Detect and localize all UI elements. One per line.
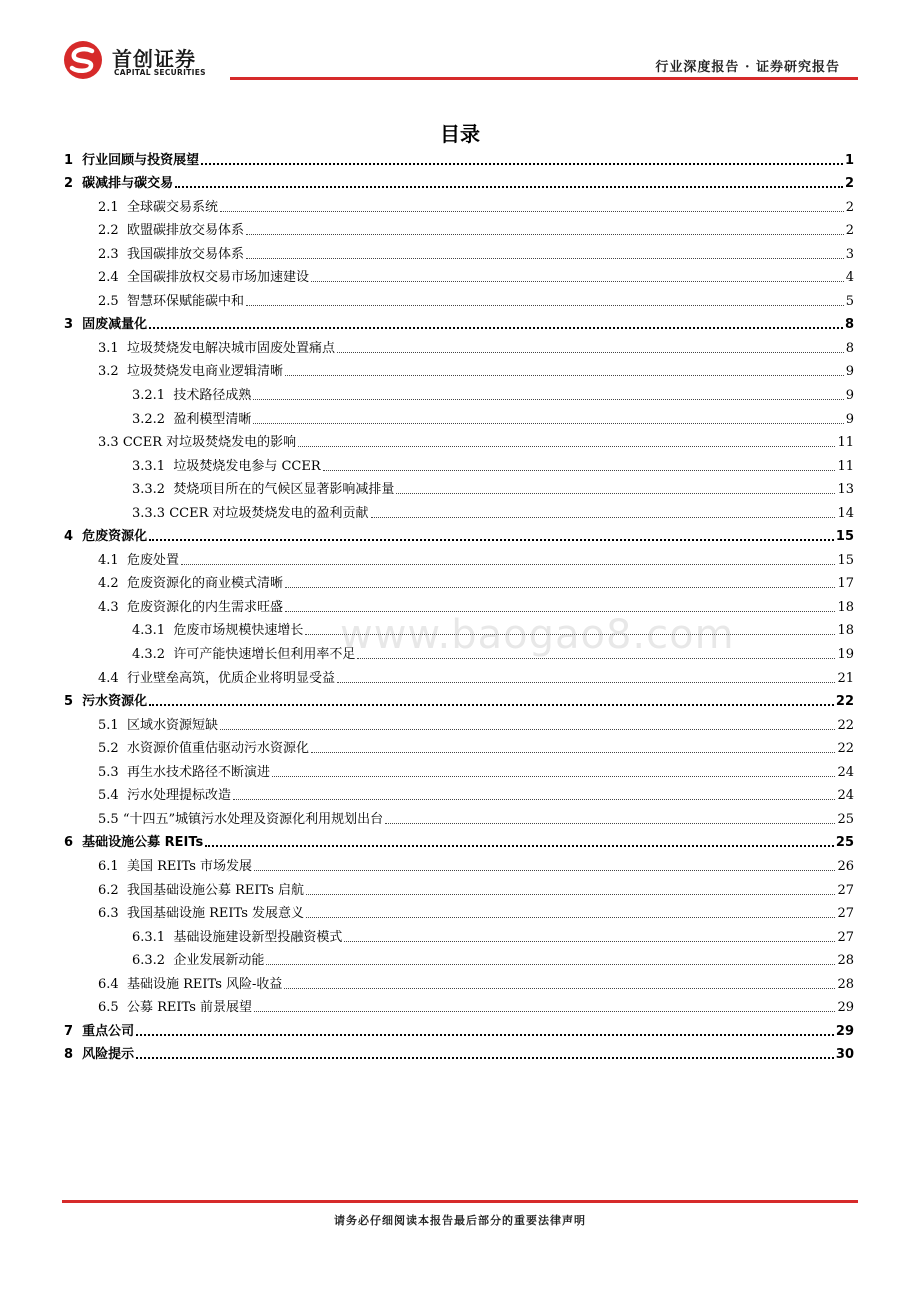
toc-entry-number: 3.2	[98, 364, 127, 380]
toc-entry-page: 28	[837, 976, 854, 992]
toc-entry-page: 14	[837, 505, 854, 521]
toc-entry-label: 垃圾焚烧发电商业逻辑清晰	[126, 364, 283, 380]
toc-dot-leader	[246, 234, 844, 235]
toc-entry-label: 我国基础设施公募 REITs 启航	[126, 882, 305, 898]
toc-entry[interactable]	[64, 1016, 854, 1040]
toc-entry-page: 1	[844, 152, 854, 168]
toc-entry-number: 3.3	[98, 435, 123, 451]
toc-entry[interactable]	[64, 828, 854, 852]
toc-dot-leader	[253, 423, 843, 424]
toc-entry-page: 27	[837, 906, 854, 922]
report-type: 行业深度报告 · 证券研究报告	[655, 60, 840, 75]
toc-entry-page: 11	[837, 435, 854, 451]
toc-entry-page: 25	[837, 811, 854, 827]
toc-entry-page: 8	[844, 317, 854, 333]
toc-entry-label: 美国 REITs 市场发展	[126, 858, 253, 874]
toc-entry-page: 28	[837, 953, 854, 969]
toc-entry-page: 22	[837, 741, 854, 757]
toc-entry-page: 2	[844, 176, 854, 192]
toc-entry-number: 5.4	[98, 788, 127, 804]
toc-entry-label: 公募 REITs 前景展望	[126, 1000, 253, 1016]
toc-dot-leader	[357, 658, 835, 659]
toc-dot-leader	[181, 564, 835, 565]
toc-dot-leader	[233, 799, 835, 800]
toc-entry-page: 18	[837, 599, 854, 615]
toc-entry-number: 2.4	[98, 270, 127, 286]
toc-entry-label: 垃圾焚烧发电参与 CCER	[173, 458, 321, 474]
toc-dot-leader	[253, 399, 843, 400]
toc-entry-number: 4.3	[98, 599, 127, 615]
toc-entry-label: CCER 对垃圾焚烧发电的影响	[122, 435, 297, 451]
toc-entry-page: 25	[835, 835, 854, 851]
toc-entry-number: 3.2.1	[132, 388, 174, 404]
toc-entry-number: 3.3.2	[132, 482, 174, 498]
toc-entry[interactable]	[64, 239, 854, 263]
toc-entry-label: 区域水资源短缺	[126, 717, 218, 733]
toc-entry[interactable]	[64, 169, 854, 193]
toc-dot-leader	[254, 870, 835, 871]
toc-entry-label: 企业发展新动能	[173, 953, 265, 969]
toc-entry[interactable]	[64, 286, 854, 310]
toc-dot-leader	[246, 258, 844, 259]
toc-entry[interactable]	[64, 875, 854, 899]
page-header	[62, 40, 858, 82]
toc-entry-number: 5.2	[98, 741, 127, 757]
toc-entry-page: 2	[845, 223, 854, 239]
toc-entry[interactable]	[64, 451, 854, 475]
toc-entry-number: 3.3.3	[132, 505, 170, 521]
toc-dot-leader	[311, 752, 835, 753]
toc-dot-leader	[149, 327, 843, 329]
toc-entry-number: 6.4	[98, 976, 127, 992]
toc-entry-number: 5.1	[98, 717, 127, 733]
toc-entry-page: 11	[837, 458, 854, 474]
toc-entry[interactable]	[64, 757, 854, 781]
toc-title: 目录	[440, 122, 480, 146]
toc-entry-page: 15	[837, 552, 854, 568]
legal-disclaimer: 请务必仔细阅读本报告最后部分的重要法律声明	[334, 1214, 586, 1227]
toc-dot-leader	[136, 1057, 834, 1059]
toc-dot-leader	[306, 894, 835, 895]
toc-entry-page: 22	[835, 694, 854, 710]
capital-securities-logo-icon	[62, 40, 104, 80]
toc-entry-label: 全球碳交易系统	[126, 199, 218, 215]
toc-entry-page: 15	[835, 529, 854, 545]
toc-entry[interactable]	[64, 428, 854, 452]
header-divider	[230, 77, 858, 80]
toc-dot-leader	[371, 517, 836, 518]
toc-entry-page: 30	[835, 1047, 854, 1063]
toc-dot-leader	[337, 682, 835, 683]
toc-entry-number: 4.2	[98, 576, 127, 592]
toc-entry[interactable]	[64, 263, 854, 287]
toc-dot-leader	[344, 941, 835, 942]
toc-entry-number: 6.1	[98, 858, 127, 874]
toc-dot-leader	[254, 1011, 835, 1012]
toc-entry-page: 3	[845, 246, 854, 262]
brand-name-cn: 首创证券	[112, 47, 196, 71]
toc-entry[interactable]	[64, 946, 854, 970]
toc-entry-number: 1	[64, 152, 83, 168]
toc-entry-number: 4.3.2	[132, 647, 174, 663]
toc-entry-label: 基础设施 REITs 风险-收益	[126, 976, 283, 992]
toc-entry-number: 6.2	[98, 882, 127, 898]
toc-entry[interactable]	[64, 922, 854, 946]
toc-entry-number: 8	[64, 1047, 83, 1063]
toc-entry-label: 危废处置	[126, 552, 179, 568]
toc-entry-page: 9	[845, 364, 854, 380]
toc-dot-leader	[205, 845, 834, 847]
toc-entry-label: 我国基础设施 REITs 发展意义	[126, 906, 305, 922]
toc-dot-leader	[385, 823, 835, 824]
toc-entry[interactable]	[64, 545, 854, 569]
toc-dot-leader	[175, 186, 843, 188]
toc-dot-leader	[285, 375, 844, 376]
watermark: www.baogao8.com	[340, 612, 735, 658]
toc-entry-page: 2	[845, 199, 854, 215]
toc-entry-label: 盈利模型清晰	[173, 411, 252, 427]
toc-entry[interactable]	[64, 333, 854, 357]
toc-entry-page: 4	[845, 270, 854, 286]
toc-entry[interactable]	[64, 1040, 854, 1064]
toc-entry-page: 18	[837, 623, 854, 639]
toc-entry-number: 4.1	[98, 552, 127, 568]
toc-entry-label: 技术路径成熟	[173, 388, 252, 404]
toc-dot-leader	[323, 470, 836, 471]
toc-entry[interactable]	[64, 710, 854, 734]
toc-entry-page: 19	[837, 647, 854, 663]
toc-entry-page: 8	[845, 340, 854, 356]
toc-entry-number: 3.2.2	[132, 411, 174, 427]
toc-entry-label: 固废减量化	[82, 317, 148, 333]
toc-entry-number: 2	[64, 176, 83, 192]
toc-entry[interactable]	[64, 781, 854, 805]
toc-entry-number: 2.5	[98, 293, 127, 309]
toc-entry-label: CCER 对垃圾焚烧发电的盈利贡献	[169, 505, 369, 521]
toc-entry-label: 焚烧项目所在的气候区显著影响减排量	[173, 482, 395, 498]
toc-entry-page: 27	[837, 882, 854, 898]
toc-entry-label: 欧盟碳排放交易体系	[126, 223, 244, 239]
toc-entry-number: 4	[64, 529, 83, 545]
toc-entry-label: 风险提示	[82, 1047, 135, 1063]
toc-entry-page: 27	[837, 929, 854, 945]
toc-entry[interactable]	[64, 687, 854, 711]
toc-entry-page: 29	[837, 1000, 854, 1016]
brand-name-en: CAPITAL SECURITIES	[114, 68, 206, 77]
toc-entry-label: 智慧环保赋能碳中和	[126, 293, 244, 309]
toc-entry-label: 我国碳排放交易体系	[126, 246, 244, 262]
toc-entry-label: 基础设施建设新型投融资模式	[173, 929, 343, 945]
toc-entry-page: 29	[835, 1023, 854, 1039]
toc-entry-number: 6.3.2	[132, 953, 174, 969]
toc-entry-number: 5	[64, 694, 83, 710]
toc-entry-number: 7	[64, 1023, 83, 1039]
toc-entry-page: 9	[845, 411, 854, 427]
toc-entry[interactable]	[64, 993, 854, 1017]
toc-entry[interactable]	[64, 475, 854, 499]
toc-entry-label: 全国碳排放权交易市场加速建设	[126, 270, 309, 286]
toc-entry-label: 碳减排与碳交易	[82, 176, 174, 192]
toc-entry-label: 危废市场规模快速增长	[173, 623, 304, 639]
toc-entry[interactable]	[64, 498, 854, 522]
toc-entry[interactable]	[64, 380, 854, 404]
toc-entry[interactable]	[64, 310, 854, 334]
toc-entry-page: 9	[845, 388, 854, 404]
toc-entry-page: 5	[845, 293, 854, 309]
toc-entry[interactable]	[64, 899, 854, 923]
toc-dot-leader	[311, 281, 844, 282]
toc-entry[interactable]	[64, 522, 854, 546]
toc-entry-number: 3.1	[98, 340, 127, 356]
toc-entry-label: 行业壁垒高筑，优质企业将明显受益	[126, 670, 335, 686]
toc-entry-label: 危废资源化的内生需求旺盛	[126, 599, 283, 615]
toc-dot-leader	[298, 446, 835, 447]
toc-entry-label: 水资源价值重估驱动污水资源化	[126, 741, 309, 757]
toc-entry-label: 危废资源化	[82, 529, 148, 545]
toc-entry[interactable]	[64, 969, 854, 993]
toc-entry[interactable]	[64, 404, 854, 428]
toc-entry[interactable]	[64, 851, 854, 875]
toc-entry-label: 垃圾焚烧发电解决城市固废处置痛点	[126, 340, 335, 356]
toc-entry-label: 许可产能快速增长但利用率不足	[173, 647, 356, 663]
toc-entry[interactable]	[64, 145, 854, 169]
toc-entry[interactable]	[64, 569, 854, 593]
toc-entry-number: 3	[64, 317, 83, 333]
toc-entry-page: 24	[837, 788, 854, 804]
footer-divider	[62, 1200, 858, 1203]
toc-entry-number: 4.3.1	[132, 623, 174, 639]
toc-entry[interactable]	[64, 357, 854, 381]
toc-entry-number: 3.3.1	[132, 458, 174, 474]
toc-entry-number: 5.5	[98, 811, 123, 827]
toc-dot-leader	[337, 352, 844, 353]
toc-dot-leader	[272, 776, 835, 777]
toc-dot-leader	[266, 964, 835, 965]
toc-entry-number: 6	[64, 835, 83, 851]
toc-entry-number: 5.3	[98, 764, 127, 780]
toc-entry-label: 基础设施公募 REITs	[82, 835, 204, 851]
toc-entry-number: 6.5	[98, 1000, 127, 1016]
toc-dot-leader	[136, 1034, 834, 1036]
toc-entry-number: 2.3	[98, 246, 127, 262]
toc-entry-page: 24	[837, 764, 854, 780]
toc-entry-label: 污水处理提标改造	[126, 788, 231, 804]
toc-entry-label: 再生水技术路径不断演进	[126, 764, 270, 780]
toc-entry-page: 22	[837, 717, 854, 733]
toc-entry-label: 危废资源化的商业模式清晰	[126, 576, 283, 592]
toc-entry-page: 26	[837, 858, 854, 874]
toc-entry-label: 行业回顾与投资展望	[82, 152, 200, 168]
toc-entry[interactable]	[64, 216, 854, 240]
toc-entry-label: “十四五”城镇污水处理及资源化利用规划出台	[122, 811, 384, 827]
toc-entry[interactable]	[64, 192, 854, 216]
toc-entry-number: 6.3	[98, 906, 127, 922]
toc-dot-leader	[201, 163, 843, 165]
toc-entry-label: 重点公司	[82, 1023, 135, 1039]
toc-entry-page: 21	[837, 670, 854, 686]
toc-entry[interactable]	[64, 804, 854, 828]
toc-entry[interactable]	[64, 734, 854, 758]
toc-entry-number: 6.3.1	[132, 929, 174, 945]
toc-dot-leader	[285, 587, 835, 588]
toc-dot-leader	[246, 305, 844, 306]
toc-dot-leader	[149, 704, 834, 706]
toc-dot-leader	[284, 988, 835, 989]
table-of-contents	[64, 145, 854, 1063]
toc-dot-leader	[149, 539, 834, 541]
toc-entry-number: 2.1	[98, 199, 127, 215]
toc-entry-label: 污水资源化	[82, 694, 148, 710]
toc-entry-number: 2.2	[98, 223, 127, 239]
toc-dot-leader	[220, 729, 835, 730]
toc-entry[interactable]	[64, 663, 854, 687]
toc-dot-leader	[306, 917, 835, 918]
toc-entry-page: 17	[837, 576, 854, 592]
toc-entry-page: 13	[837, 482, 854, 498]
toc-dot-leader	[220, 211, 844, 212]
toc-entry-number: 4.4	[98, 670, 127, 686]
toc-dot-leader	[396, 493, 835, 494]
